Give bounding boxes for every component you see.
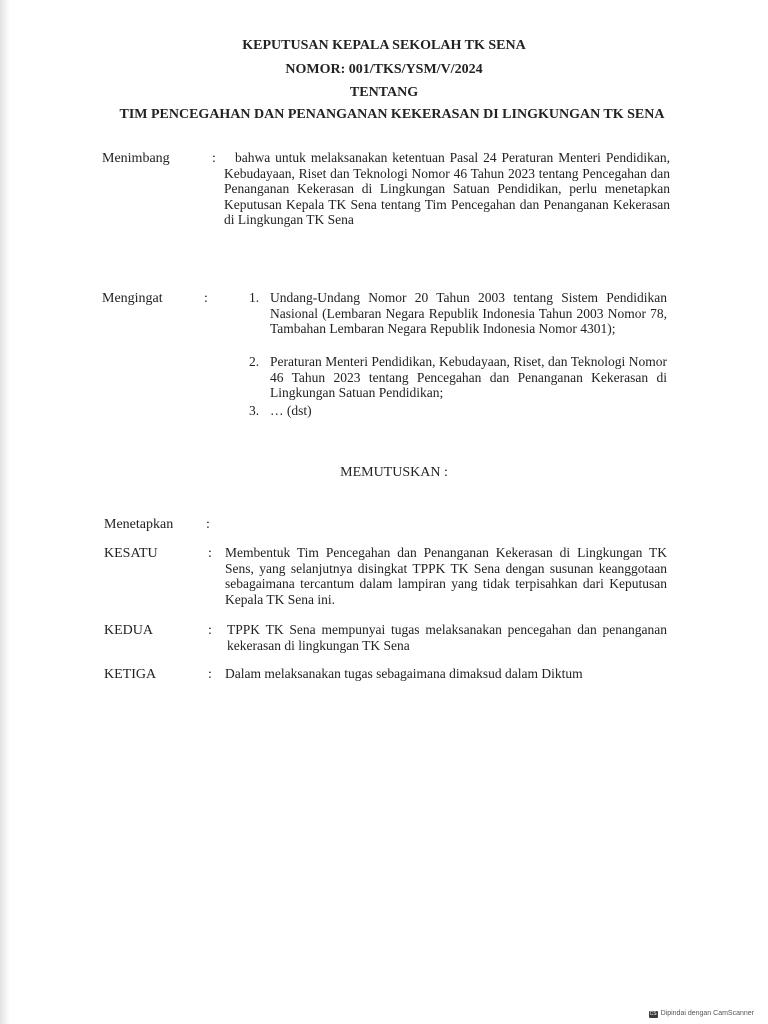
- menetapkan-colon: :: [206, 517, 210, 532]
- decree-subject: TIM PENCEGAHAN DAN PENANGANAN KEKERASAN DI LINGKUNGAN TK SENA: [119, 107, 665, 122]
- mengingat-item-text: … (dst): [270, 403, 312, 418]
- menimbang-colon: :: [212, 151, 216, 166]
- ketiga-text: Dalam melaksanakan tugas sebagaimana dimaksud dalam Diktum: [225, 666, 583, 681]
- kedua-text: TPPK TK Sena mempunyai tugas melaksanakan pencegahan dan penanganan kekerasan di lingkungan TK Sena: [227, 622, 667, 653]
- camscanner-icon: CS: [649, 1010, 657, 1017]
- memutuskan-heading: MEMUTUSKAN :: [340, 465, 448, 480]
- mengingat-item-text: Undang-Undang Nomor 20 Tahun 2003 tentang Sistem Pendidikan Nasional (Lembaran Negara Republik Indonesia Tahun 2003 Nomor 78, Tambahan Lembaran Negara Republik Indonesia Nomor 4301);: [270, 290, 667, 337]
- decree-about: TENTANG: [349, 85, 419, 100]
- mengingat-item-number: 1.: [249, 290, 260, 305]
- scanner-watermark: [649, 1009, 754, 1019]
- scanner-watermark-text: Dipindai dengan CamScanner: [660, 1010, 754, 1017]
- kesatu-text: Membentuk Tim Pencegahan dan Penanganan Kekerasan di Lingkungan TK Sens, yang selanjutnya disingkat TPPK TK Sena dengan susunan keanggotaan sebagaimana tercantum dalam lampiran yang tidak terpisahkan dari Keputusan Kepala TK Sena ini.: [225, 545, 667, 607]
- decree-title: KEPUTUSAN KEPALA SEKOLAH TK SENA: [242, 38, 526, 53]
- mengingat-label: Mengingat: [102, 291, 163, 306]
- menimbang-label: Menimbang: [102, 151, 170, 166]
- scan-shadow: [0, 0, 10, 1024]
- menimbang-text: bahwa untuk melaksanakan ketentuan Pasal 24 Peraturan Menteri Pendidikan, Kebudayaan, Riset dan Teknologi Nomor 46 Tahun 2023 tentang Pencegahan dan Penanganan Kekerasan di Lingkungan Satuan Pendidikan, perlu menetapkan Keputusan Kepala TK Sena tentang Tim Pencegahan dan Penanganan Kekerasan di Lingkungan TK Sena: [224, 150, 670, 228]
- kesatu-colon: :: [208, 546, 212, 561]
- kedua-label: KEDUA: [104, 623, 153, 638]
- kedua-colon: :: [208, 623, 212, 638]
- mengingat-colon: :: [204, 291, 208, 306]
- ketiga-label: KETIGA: [104, 667, 157, 682]
- mengingat-item-number: 2.: [249, 354, 260, 369]
- ketiga-colon: :: [208, 667, 212, 682]
- mengingat-item-text: Peraturan Menteri Pendidikan, Kebudayaan, Riset, dan Teknologi Nomor 46 Tahun 2023 tentang Pencegahan dan Penanganan Kekerasan di Lingkungan Satuan Pendidikan;: [270, 354, 667, 401]
- kesatu-label: KESATU: [104, 546, 158, 561]
- mengingat-item-number: 3.: [249, 403, 260, 418]
- menetapkan-label: Menetapkan: [104, 517, 174, 532]
- decree-number: NOMOR: 001/TKS/YSM/V/2024: [285, 62, 483, 77]
